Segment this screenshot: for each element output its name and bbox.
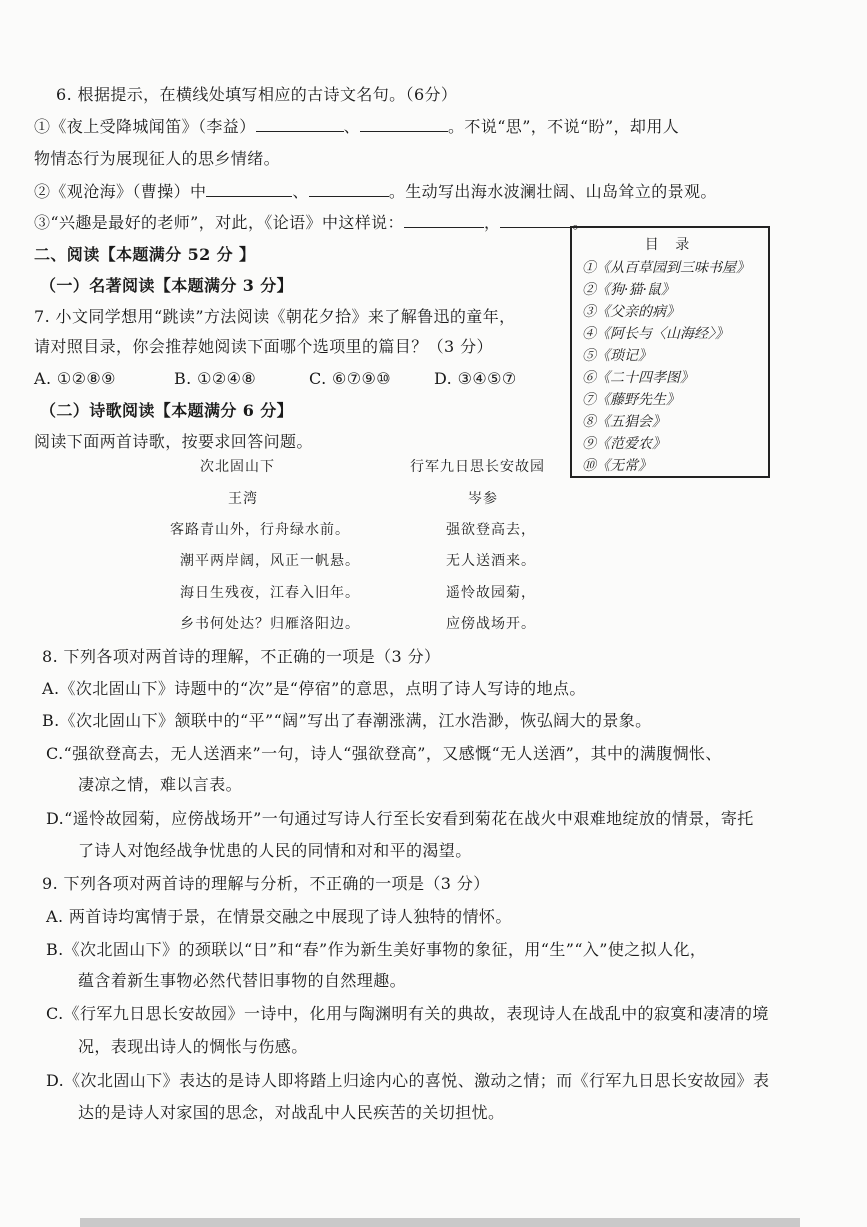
toc-item: ①《从百草园到三味书屋》 (582, 260, 750, 276)
q9-option-c-cont: 况，表现出诗人的惆怅与伤感。 (78, 1037, 308, 1056)
q6-item1-blank-2[interactable] (360, 117, 448, 132)
q9-option-b[interactable]: B.《次北固山下》的颈联以“日”和“春”作为新生美好事物的象征，用“生”“入”使之拟人化， (46, 940, 707, 959)
section2-title: 二、阅读【本题满分 52 分 】 (34, 245, 256, 264)
q8-option-d[interactable]: D.“遥怜故园菊，应傍战场开”一句通过写诗人行至长安看到菊花在战火中艰难地绽放的情景，寄托 (46, 809, 754, 828)
q8-option-c[interactable]: C.“强欲登高去，无人送酒来”一句，诗人“强欲登高”，又感慨“无人送酒”，其中的满腹惆怅、 (46, 744, 722, 763)
q9-option-d-cont: 达的是诗人对家国的思念，对战乱中人民疾苦的关切担忧。 (78, 1103, 505, 1122)
toc-item: ⑧《五猖会》 (582, 414, 666, 430)
section2-instruction: 阅读下面两首诗歌，按要求回答问题。 (34, 432, 313, 451)
toc-item: ⑨《范爱农》 (582, 436, 666, 452)
poem1-line: 客路青山外，行舟绿水前。 (170, 522, 350, 538)
q7-option-d[interactable]: D. ③④⑤⑦ (434, 369, 517, 388)
q7-options (34, 368, 517, 390)
q6-item2-blank-1[interactable] (206, 182, 292, 197)
q9-option-d[interactable]: D.《次北固山下》表达的是诗人即将踏上归途内心的喜悦、激动之情；而《行军九日思长安故园》表 (46, 1071, 770, 1090)
poem2-line: 应傍战场开。 (446, 616, 536, 632)
q6-item3-prefix: ③“兴趣是最好的老师”，对此，《论语》中这样说： (34, 213, 404, 232)
toc-title: 目 录 (644, 237, 696, 253)
q6-item3-suffix: 。 (572, 213, 589, 232)
q7-option-a[interactable]: A. ①②⑧⑨ (34, 369, 116, 388)
toc-item: ⑥《二十四孝图》 (582, 370, 694, 386)
q9-stem: 9. 下列各项对两首诗的理解与分析，不正确的一项是（3 分） (42, 874, 490, 893)
toc-item: ②《狗·猫·鼠》 (582, 282, 675, 298)
poem2-line: 强欲登高去， (446, 522, 536, 538)
q6-item1-cont: 物情态行为展现征人的思乡情绪。 (34, 149, 281, 168)
poem2-title: 行军九日思长安故园 (410, 459, 545, 475)
q8-option-d-cont: 了诗人对饱经战争忧患的人民的同情和对和平的渴望。 (78, 841, 472, 860)
q6-item1-suffix: 。不说“思”，不说“盼”，却用人 (448, 117, 680, 136)
scan-edge-divider (80, 1218, 800, 1227)
poem2-author: 岑参 (468, 491, 498, 507)
section2-sub2: （二）诗歌阅读【本题满分 6 分】 (40, 401, 294, 420)
section2-sub1: （一）名著阅读【本题满分 3 分】 (40, 276, 294, 295)
poem1-line: 海日生残夜，江春入旧年。 (180, 585, 360, 601)
poem2-line: 遥怜故园菊， (446, 585, 536, 601)
q6-item3-sep: ， (483, 213, 501, 232)
q7-line2: 请对照目录，你会推荐她阅读下面哪个选项里的篇目？（3 分） (34, 337, 493, 356)
poem1-author: 王湾 (228, 491, 258, 507)
poem1-line: 乡书何处达？归雁洛阳边。 (180, 616, 360, 632)
q9-option-c[interactable]: C.《行军九日思长安故园》一诗中，化用与陶渊明有关的典故，表现诗人在战乱中的寂寞和凄凊的境 (46, 1004, 769, 1023)
toc-item: ⑦《藤野先生》 (582, 392, 680, 408)
q6-item1 (34, 116, 679, 138)
toc-item: ④《阿长与〈山海经〉》 (582, 326, 729, 342)
q9-option-a[interactable]: A. 两首诗均寓情于景，在情景交融之中展现了诗人独特的情怀。 (46, 907, 512, 926)
q6-item3-blank-1[interactable] (404, 213, 484, 228)
q6-item2-suffix: 。生动写出海水波澜壮阔、山岛耸立的景观。 (388, 182, 717, 201)
q6-item2-prefix: ②《观沧海》（曹操）中 (34, 182, 207, 201)
q6-item1-prefix: ①《夜上受降城闻笛》（李益） (34, 117, 256, 136)
q6-item2-blank-2[interactable] (309, 182, 389, 197)
poem2-line: 无人送酒来。 (446, 553, 536, 569)
q6-item1-sep: 、 (343, 117, 361, 136)
q8-option-b[interactable]: B.《次北固山下》颔联中的“平”“阔”写出了春潮涨满，江水浩渺，恢弘阔大的景象。 (42, 711, 652, 730)
toc-item: ⑤《琐记》 (582, 348, 652, 364)
q7-line1: 7. 小文同学想用“跳读”方法阅读《朝花夕拾》来了解鲁迅的童年， (34, 307, 516, 326)
q6-item1-blank-1[interactable] (256, 117, 344, 132)
toc-box (570, 226, 770, 478)
q6-stem: 6. 根据提示，在横线处填写相应的古诗文名句。（6分） (56, 85, 458, 104)
poem1-line: 潮平两岸阔，风正一帆悬。 (180, 553, 360, 569)
q8-option-c-cont: 凄凉之情，难以言表。 (78, 775, 243, 794)
q7-option-b[interactable]: B. ①②④⑧ (174, 369, 257, 388)
poem1-title: 次北固山下 (200, 459, 275, 475)
toc-item: ③《父亲的病》 (582, 304, 680, 320)
q9-option-b-cont: 蕴含着新生事物必然代替旧事物的自然理趣。 (78, 971, 407, 990)
q6-item2 (34, 181, 717, 203)
q6-item3-blank-2[interactable] (500, 213, 572, 228)
q8-stem: 8. 下列各项对两首诗的理解，不正确的一项是（3 分） (42, 647, 441, 666)
q6-item3 (34, 212, 589, 234)
q6-item2-sep: 、 (292, 182, 309, 201)
q8-option-a[interactable]: A.《次北固山下》诗题中的“次”是“停宿”的意思，点明了诗人写诗的地点。 (42, 679, 586, 698)
q7-option-c[interactable]: C. ⑥⑦⑨⑩ (309, 369, 392, 388)
toc-item: ⑩《无常》 (582, 458, 652, 474)
